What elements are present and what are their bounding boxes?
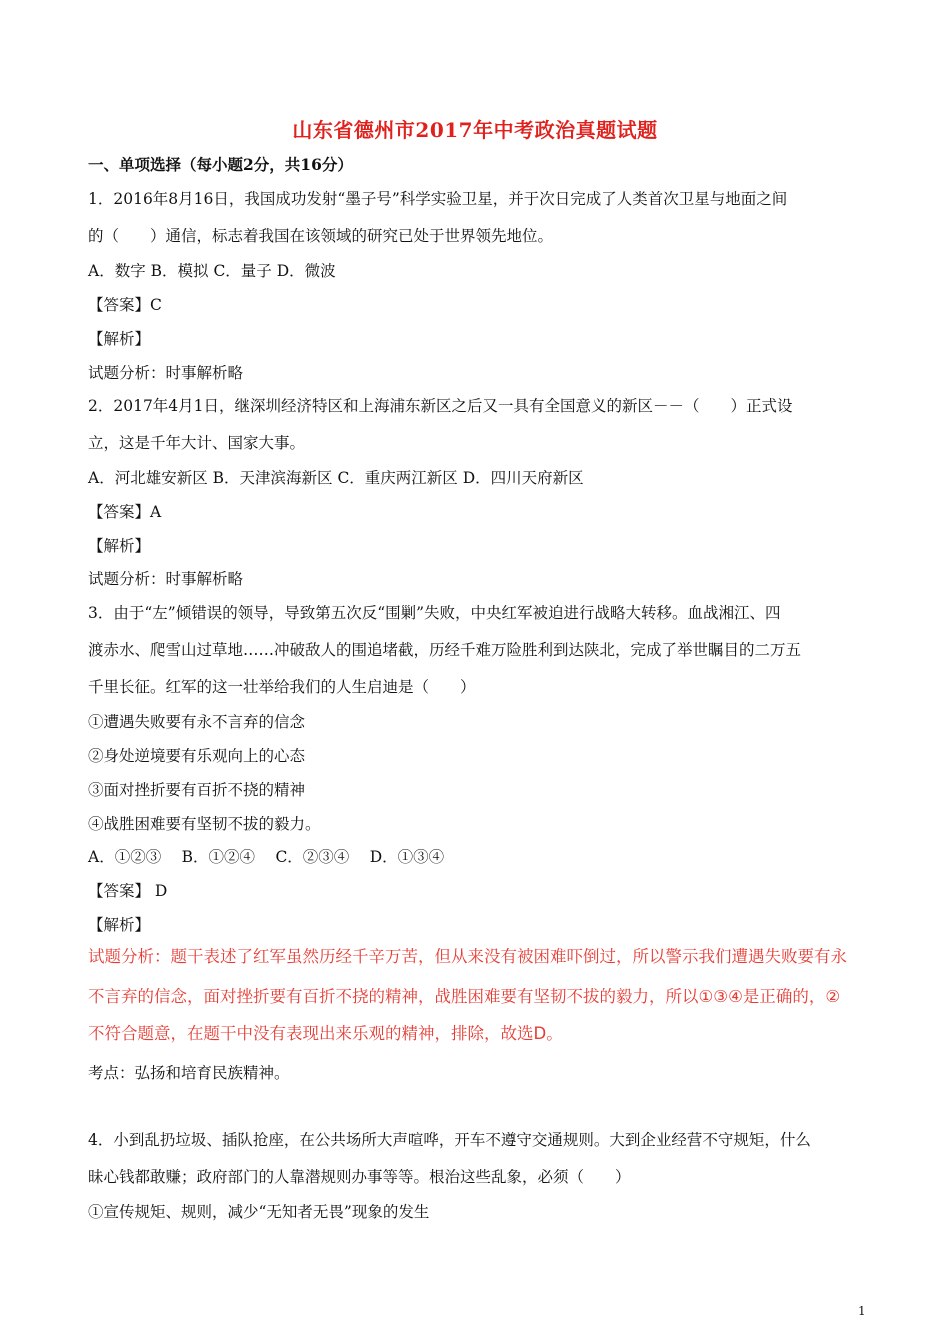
q3-options: A．①②③ B．①②④ C．②③④ D．①③④	[88, 848, 445, 866]
q3-item-4: ④战胜困难要有坚韧不拔的毅力。	[88, 815, 321, 833]
q2-stem-line2: 立，这是千年大计、国家大事。	[88, 434, 306, 452]
q3-answer: 【答案】 D	[88, 882, 168, 900]
q1-options: A．数字 B．模拟 C．量子 D．微波	[88, 262, 336, 280]
q1-analysis-label: 【解析】	[88, 330, 151, 348]
page-number: 1	[858, 1304, 866, 1318]
q3-analysis-label: 【解析】	[88, 916, 151, 934]
section-heading: 一、单项选择（每小题2分，共16分）	[88, 155, 353, 174]
q1-stem-line1: 1．2016年8月16日，我国成功发射“墨子号”科学实验卫星，并于次日完成了人类首次卫星与地面之间	[88, 190, 788, 208]
q3-stem-line2: 渡赤水、爬雪山过草地……冲破敌人的围追堵截，历经千难万险胜利到达陕北，完成了举世瞩目的二万五	[88, 641, 802, 659]
document-title: 山东省德州市2017年中考政治真题试题	[292, 118, 658, 142]
q1-analysis: 试题分析：时事解析略	[88, 364, 244, 382]
q3-analysis-line2: 不言弃的信念，面对挫折要有百折不挠的精神，战胜困难要有坚韧不拔的毅力，所以①③④是正确的，②	[88, 987, 841, 1006]
q3-analysis-line3: 不符合题意，在题干中没有表现出来乐观的精神，排除，故选D。	[88, 1024, 563, 1043]
q2-analysis: 试题分析：时事解析略	[88, 570, 244, 588]
q2-analysis-label: 【解析】	[88, 537, 151, 555]
q3-stem-line3: 千里长征。红军的这一壮举给我们的人生启迪是（ ）	[88, 678, 476, 696]
q4-stem-line1: 4．小到乱扔垃圾、插队抢座，在公共场所大声喧哗，开车不遵守交通规则。大到企业经营不守规矩，什么	[88, 1131, 811, 1149]
q4-stem-line2: 昧心钱都敢赚；政府部门的人靠潜规则办事等等。根治这些乱象，必须（ ）	[88, 1168, 631, 1186]
q3-kaodian: 考点：弘扬和培育民族精神。	[88, 1064, 290, 1082]
q1-answer: 【答案】C	[88, 296, 162, 314]
q3-analysis-line1: 试题分析：题干表述了红军虽然历经千辛万苦，但从来没有被困难吓倒过，所以警示我们遭遇失败要有永	[88, 947, 847, 966]
q2-answer: 【答案】A	[88, 503, 162, 521]
q3-item-3: ③面对挫折要有百折不挠的精神	[88, 781, 306, 799]
q3-stem-line1: 3．由于“左”倾错误的领导，导致第五次反“围剿”失败，中央红军被迫进行战略大转移。血战湘江、四	[88, 604, 781, 622]
q2-options: A．河北雄安新区 B．天津滨海新区 C．重庆两江新区 D．四川天府新区	[88, 469, 584, 487]
q1-stem-line2: 的（ ）通信，标志着我国在该领域的研究已处于世界领先地位。	[88, 227, 554, 245]
q4-item-1: ①宣传规矩、规则，减少“无知者无畏”现象的发生	[88, 1203, 430, 1221]
q3-item-2: ②身处逆境要有乐观向上的心态	[88, 747, 306, 765]
q2-stem-line1: 2．2017年4月1日，继深圳经济特区和上海浦东新区之后又一具有全国意义的新区－－（ ）正式设	[88, 397, 793, 415]
q3-item-1: ①遭遇失败要有永不言弃的信念	[88, 713, 306, 731]
